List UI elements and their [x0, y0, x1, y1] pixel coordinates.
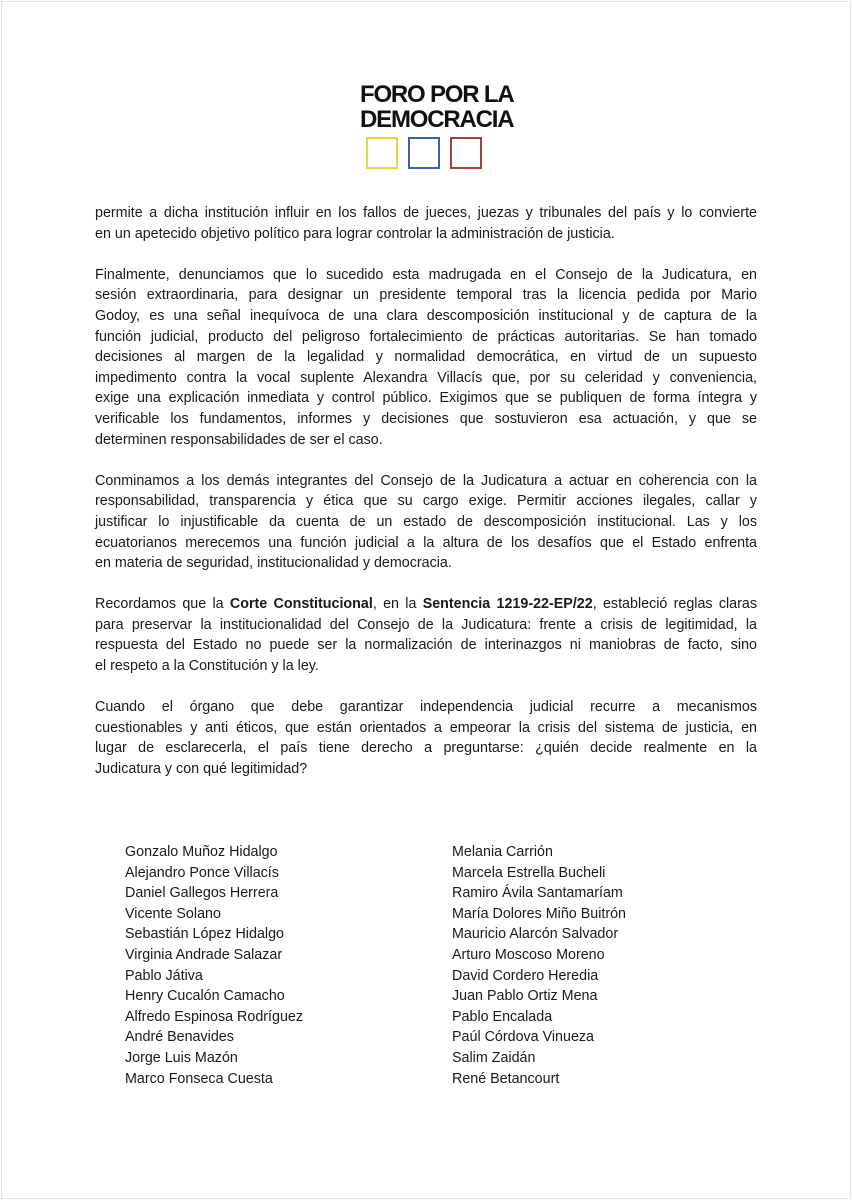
- document-body: [95, 203, 757, 800]
- paragraph: [95, 594, 757, 676]
- logo-box-blue: [408, 137, 440, 169]
- text-line: el respeto a la Constitución y la ley.: [95, 658, 319, 675]
- text-line: respuesta del Estado no puede ser la normalización de interinazgos ni maniobras de facto, sino: [95, 637, 757, 654]
- foro-por-la-democracia-logo: [360, 81, 514, 169]
- text-line: responsabilidad, transparencia y ética que su cargo exige. Permitir acciones ilegales, callar y: [95, 493, 757, 510]
- signatory-name: Ramiro Ávila Santamaríam: [452, 885, 623, 902]
- text-line: [95, 594, 757, 615]
- signatory-name: Arturo Moscoso Moreno: [452, 946, 605, 963]
- text-segment: , estableció reglas claras: [592, 596, 757, 613]
- text-line: Judicatura y con qué legitimidad?: [95, 761, 308, 778]
- text-line: cuestionables y anti éticos, que están orientados a empeorar la crisis del sistema de justicia, en: [95, 719, 757, 736]
- text-line: ecuatorianos merecemos una función judicial a la altura de los desafíos que el Estado enfrenta: [95, 534, 757, 551]
- logo-box-yellow: [366, 137, 398, 169]
- bold-text: Sentencia 1219-22-EP/22: [422, 596, 593, 613]
- signatory-name: Alfredo Espinosa Rodríguez: [125, 1008, 304, 1025]
- paragraph: [95, 697, 757, 779]
- signatory-name: David Cordero Heredia: [452, 967, 599, 984]
- text-line: Cuando el órgano que debe garantizar independencia judicial recurre a mecanismos: [95, 699, 757, 716]
- text-line: decisiones al margen de la legalidad y normalidad democrática, en virtud de un supuesto: [95, 349, 757, 366]
- text-line: en materia de seguridad, institucionalidad y democracia.: [95, 555, 452, 572]
- signatory-name: Salim Zaidán: [452, 1049, 536, 1066]
- signatory-name: Daniel Gallegos Herrera: [125, 885, 279, 902]
- text-line: para preservar la institucionalidad del Consejo de la Judicatura: frente a crisis de legitimidad, la: [95, 616, 757, 633]
- signatories-right-column: [452, 842, 626, 1089]
- signatory-name: Mauricio Alarcón Salvador: [452, 926, 619, 943]
- logo-color-boxes: [366, 137, 510, 169]
- text-segment: Recordamos que la: [95, 596, 230, 613]
- logo-line-2: DEMOCRACIA: [360, 106, 514, 133]
- bold-text: Corte Constitucional: [229, 596, 373, 613]
- signatory-name: Pablo Játiva: [125, 967, 203, 984]
- signatory-name: Melania Carrión: [452, 844, 553, 860]
- signatory-name: Marco Fonseca Cuesta: [125, 1070, 273, 1087]
- text-line: permite a dicha institución influir en los fallos de jueces, juezas y tribunales del país y lo convierte: [95, 205, 757, 221]
- signatory-name: Juan Pablo Ortiz Mena: [452, 988, 598, 1005]
- signatory-name: María Dolores Miño Buitrón: [452, 905, 627, 922]
- signatory-name: Jorge Luis Mazón: [125, 1049, 238, 1066]
- logo-line-1: FORO POR LA: [360, 81, 514, 108]
- text-line: verificable los fundamentos, informes y decisiones que sostuvieron esa actuación, y que se: [95, 410, 757, 427]
- paragraph: [95, 471, 757, 574]
- text-line: función judicial, producto del peligroso fortalecimiento de prácticas autoritarias. Se han tomado: [95, 328, 757, 345]
- signatory-name: Paúl Córdova Vinueza: [452, 1029, 595, 1046]
- text-line: sesión extraordinaria, para designar un presidente temporal tras la licencia pedida por Mario: [95, 287, 757, 304]
- logo-box-red: [450, 137, 482, 169]
- signatory-name: Vicente Solano: [125, 905, 221, 922]
- signatories-left-column: [125, 842, 303, 1089]
- signatory-name: Alejandro Ponce Villacís: [125, 864, 279, 881]
- signatory-name: Sebastián López Hidalgo: [125, 926, 284, 943]
- text-line: lugar de esclarecerla, el país tiene derecho a preguntarse: ¿quién decide realmente en la: [95, 740, 757, 757]
- paragraph: [95, 265, 757, 450]
- text-line: justificar lo injustificable da cuenta de un estado de descomposición institucional. Las y los: [95, 513, 757, 530]
- signatory-name: Virginia Andrade Salazar: [125, 946, 283, 963]
- text-line: exige una explicación inmediata y control público. Exigimos que se publiquen de forma íntegra y: [95, 390, 757, 407]
- text-line: Conminamos a los demás integrantes del Consejo de la Judicatura a actuar en coherencia con la: [95, 472, 757, 489]
- text-segment: , en la: [372, 596, 423, 613]
- signatory-name: Gonzalo Muñoz Hidalgo: [125, 844, 278, 860]
- signatory-name: René Betancourt: [452, 1070, 560, 1087]
- text-line: impedimento contra la vocal suplente Alexandra Villacís que, por su celeridad y conveniencia,: [95, 369, 757, 386]
- signatory-name: Henry Cucalón Camacho: [125, 988, 285, 1005]
- signatory-name: Pablo Encalada: [452, 1008, 553, 1025]
- signatory-name: André Benavides: [125, 1029, 234, 1046]
- text-line: determinen responsabilidades de ser el caso.: [95, 431, 383, 448]
- text-line: Finalmente, denunciamos que lo sucedido esta madrugada en el Consejo de la Judicatura, en: [95, 266, 757, 283]
- text-line: Godoy, es una señal inequívoca de una clara descomposición institucional y de captura de la: [95, 307, 757, 324]
- text-line: en un apetecido objetivo político para lograr controlar la administración de justicia.: [95, 225, 615, 242]
- signatory-name: Marcela Estrella Bucheli: [452, 864, 606, 881]
- paragraph: [95, 203, 757, 244]
